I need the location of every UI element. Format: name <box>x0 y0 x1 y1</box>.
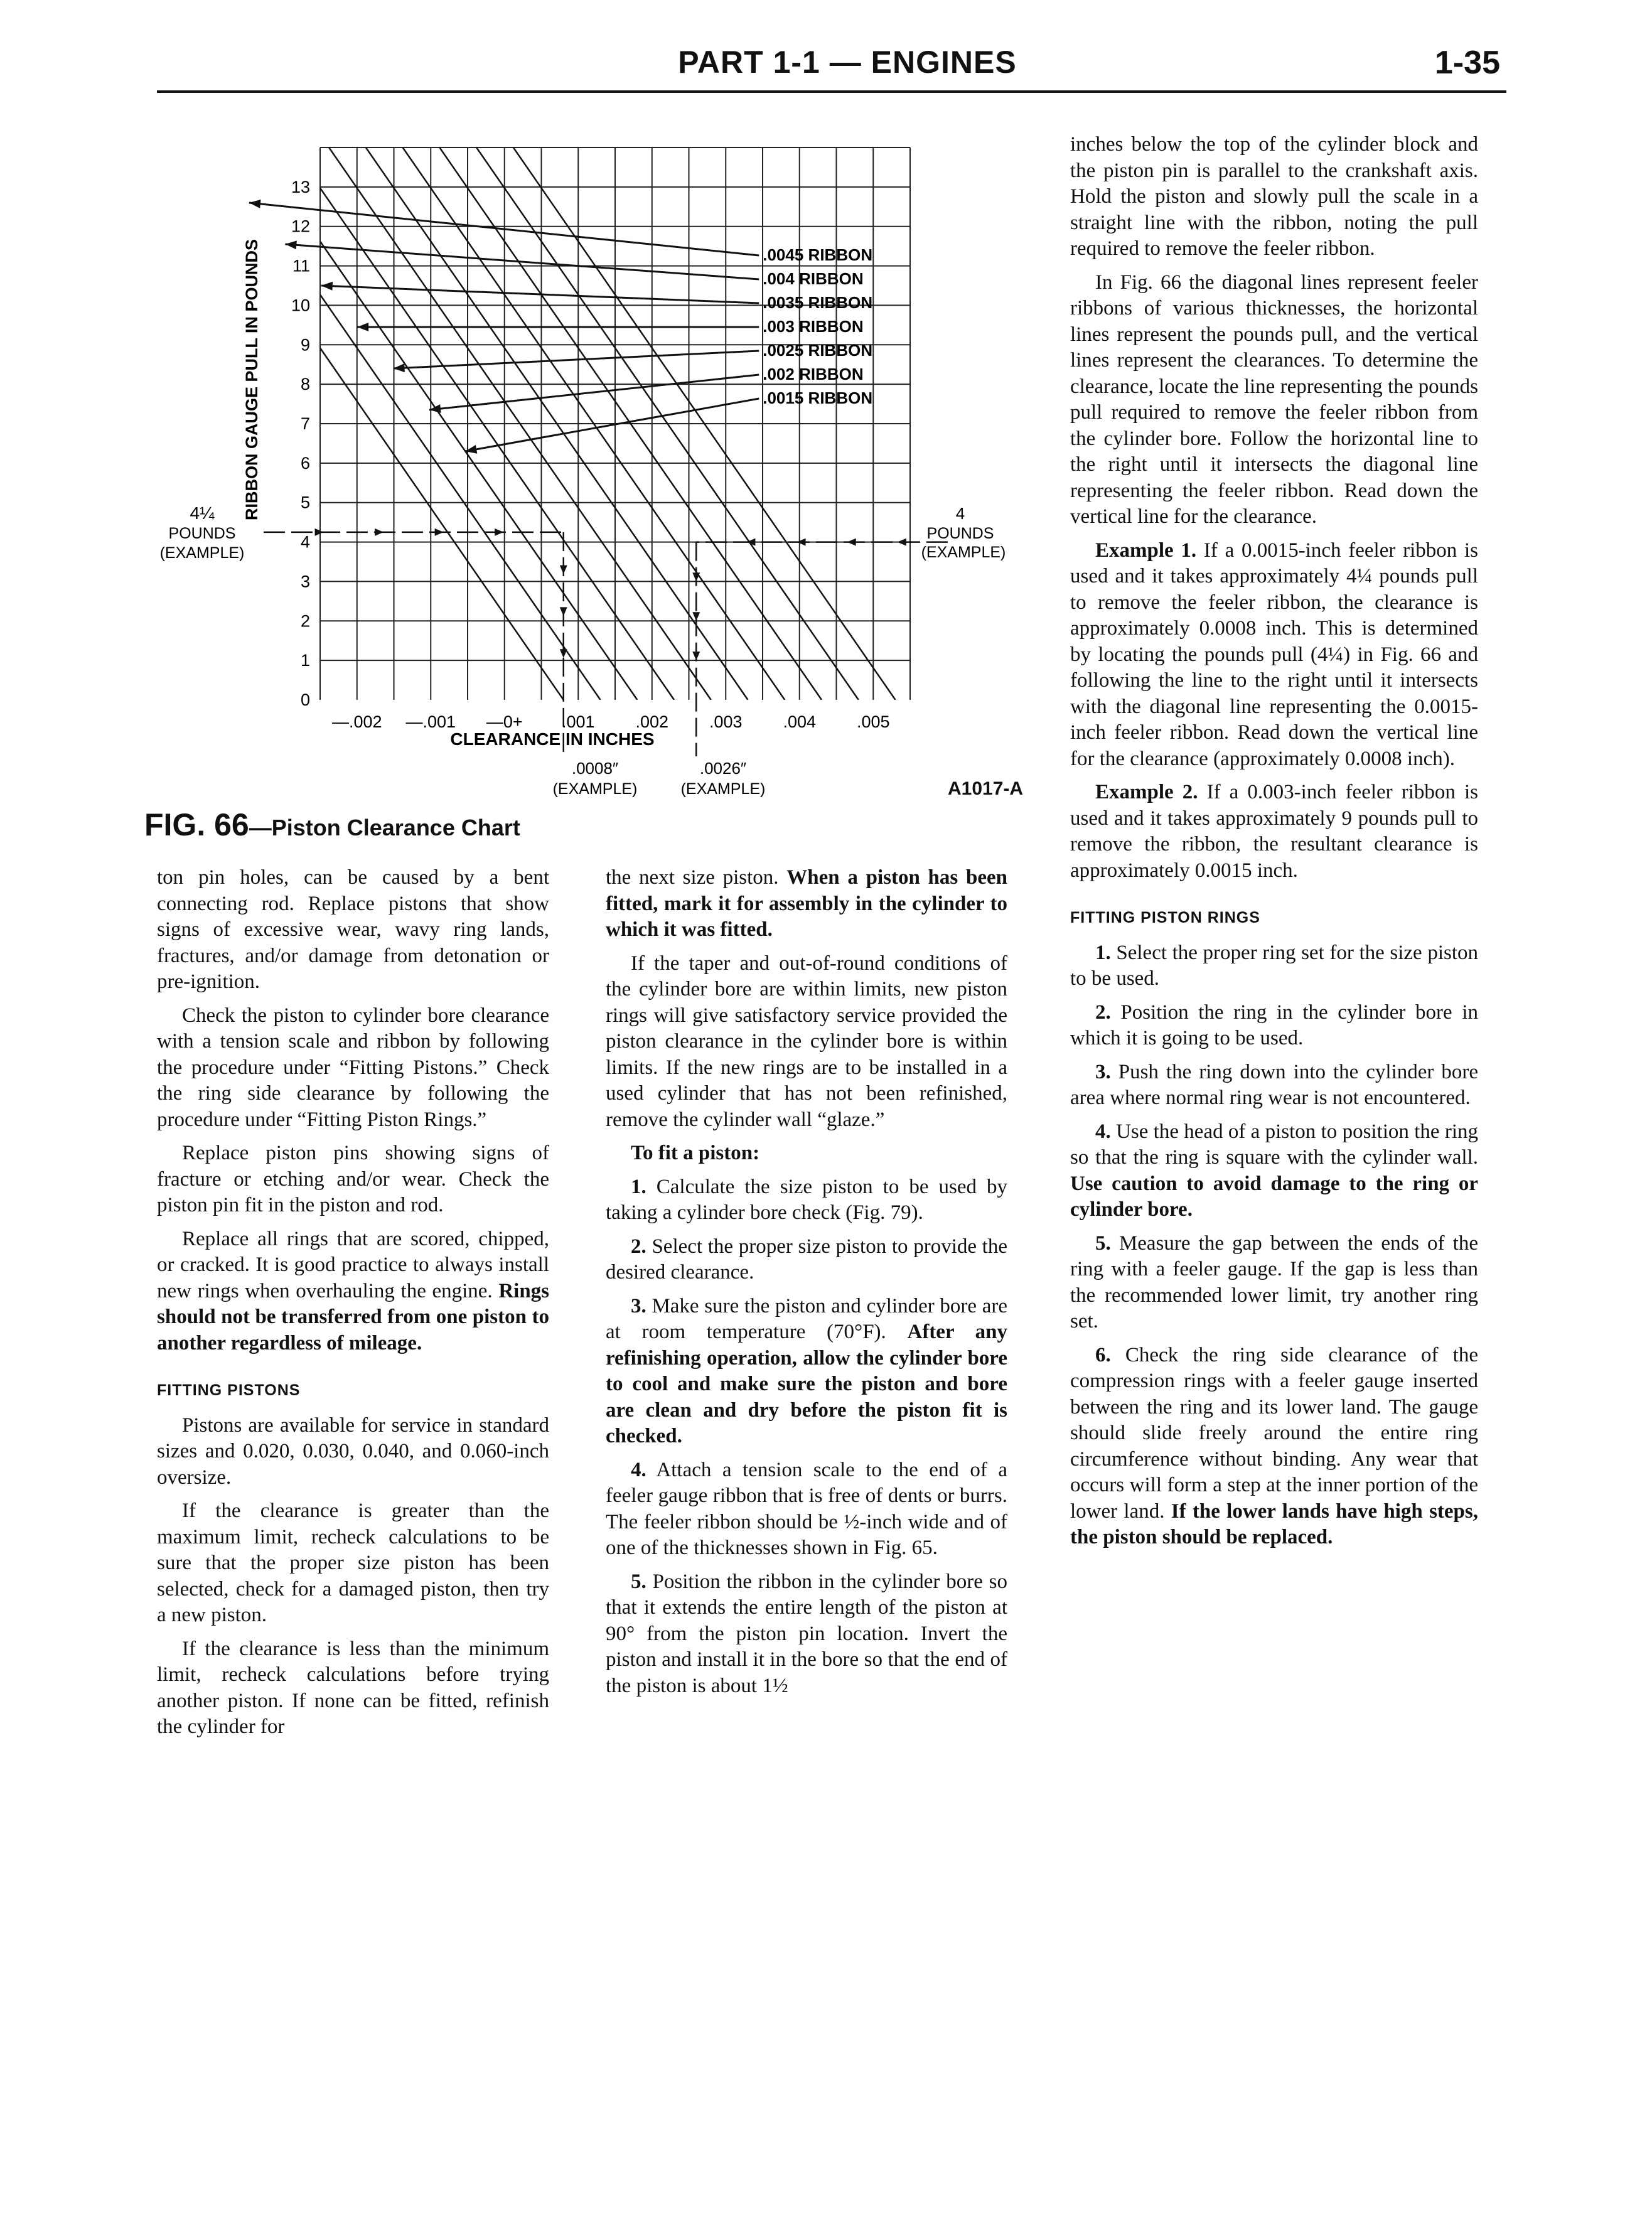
step-3 <box>1070 1059 1478 1112</box>
step-number: 6. <box>1095 1343 1111 1366</box>
step-text: Position the ribbon in the cylinder bore so that it extends the entire length of the piston at 90° from the piston pin location. Invert the piston and install it in the bore so that the end of the piston is about 1½ <box>606 1570 1007 1697</box>
left-example-note: (EXAMPLE) <box>159 544 245 562</box>
x-tick-label: .002 <box>635 712 669 731</box>
procedure-heading: To fit a piston: <box>631 1142 760 1164</box>
y-tick-label: 7 <box>300 414 310 433</box>
ribbon-label: .0045 RIBBON <box>763 245 873 264</box>
example-arrowhead <box>560 607 567 616</box>
step-number: 5. <box>631 1570 646 1593</box>
step-text: Use the head of a piston to position the ring so that the ring is square with the cylinder wall. <box>1070 1120 1478 1169</box>
y-tick-label: 12 <box>291 217 310 236</box>
step-6 <box>1070 1343 1478 1551</box>
ribbon-leader-arrowhead <box>394 363 405 372</box>
y-tick-label: 13 <box>291 177 310 196</box>
example-text: If a 0.0015-inch feeler ribbon is used and it takes approximately 4¼ pounds pull to remove the feeler ribbon, the clearance is approximately 0.0008 inch. This is determined by locating the pounds pull (4¼) in Fig. 66 and following the line to the right until it intersects with the diagonal line representing the 0.0015-inch feeler ribbon. Read down the vertical line for the clearance (approximately 0.0008 inch). <box>1070 539 1478 770</box>
page-number: 1-35 <box>1434 45 1500 81</box>
step-text: Select the proper size piston to provide the desired clearance. <box>606 1235 1007 1284</box>
warning-text: When a piston has been fitted, mark it for assembly in the cylinder to which it was fitted. <box>606 866 1007 941</box>
y-tick-label: 3 <box>300 572 310 591</box>
text-column-2 <box>606 865 1007 1707</box>
example-arrowhead <box>560 566 567 574</box>
step-1 <box>606 1174 1007 1226</box>
example-arrowhead <box>560 649 567 658</box>
x-tick-label: .005 <box>856 712 890 731</box>
example-label: Example 2. <box>1095 781 1198 803</box>
header-rule <box>157 90 1506 93</box>
ribbon-label: .0015 RIBBON <box>763 389 873 407</box>
example-arrowhead <box>495 528 503 536</box>
piston-clearance-chart <box>144 135 1036 857</box>
bottom-example-1-note: (EXAMPLE) <box>552 780 638 798</box>
x-tick-label: —0+ <box>486 712 523 731</box>
ribbon-leader-line <box>285 244 759 279</box>
paragraph: inches below the top of the cylinder block and the piston pin is parallel to the crankshaft axis. Hold the piston and slowly pull the scale in a straight line with the ribbon, noting the pull required to remove the feeler ribbon. <box>1070 133 1478 260</box>
example-1 <box>1070 538 1478 773</box>
ribbon-leader-line <box>465 399 759 451</box>
chart-labels <box>160 178 1006 798</box>
x-tick-label: .004 <box>783 712 817 731</box>
ribbon-leader-arrowhead <box>357 323 368 331</box>
example-arrowhead <box>692 612 700 621</box>
ribbon-label: .0035 RIBBON <box>763 293 873 312</box>
ribbon-label: .002 RIBBON <box>763 365 864 383</box>
page-header <box>157 44 1506 100</box>
right-example-value: 4 <box>955 504 965 523</box>
y-tick-label: 11 <box>292 256 310 276</box>
step-number: 4. <box>1095 1120 1111 1143</box>
paragraph <box>157 1226 549 1357</box>
example-arrowhead <box>898 539 906 546</box>
text-column-1 <box>157 865 549 1748</box>
example-arrowhead <box>692 572 700 581</box>
step-number: 1. <box>1095 941 1111 964</box>
left-example-value: 4¼ <box>190 503 215 523</box>
paragraph: Check the piston to cylinder bore clearance with a tension scale and ribbon by following the procedure under “Fitting Pistons.” Check the ring side clearance by following the procedure under “Fitting Piston Rings.” <box>157 1004 549 1131</box>
x-tick-label: .003 <box>709 712 743 731</box>
bottom-example-1-value: .0008″ <box>571 759 619 778</box>
example-arrowhead <box>692 652 700 660</box>
right-example-note: (EXAMPLE) <box>921 544 1006 561</box>
header-title: PART 1-1 — ENGINES <box>678 45 1017 80</box>
figure-number: FIG. 66 <box>144 807 249 842</box>
x-axis-label: CLEARANCE IN INCHES <box>450 729 655 749</box>
figure-title: —Piston Clearance Chart <box>249 815 520 840</box>
paragraph <box>606 865 1007 943</box>
ribbon-leader-arrowhead <box>321 282 333 291</box>
figure-code: A1017-A <box>948 778 1024 799</box>
left-example-unit: POUNDS <box>168 525 236 542</box>
x-tick-label: —.001 <box>405 712 456 731</box>
chart-svg <box>144 135 1036 857</box>
y-tick-label: 5 <box>300 493 310 512</box>
step-text: Select the proper ring set for the size piston to be used. <box>1070 941 1478 990</box>
ribbon-label: .003 RIBBON <box>763 317 864 336</box>
ribbon-leader-line <box>429 375 759 410</box>
warning-text: Use caution to avoid damage to the ring or cylinder bore. <box>1070 1172 1478 1221</box>
example-label: Example 1. <box>1095 539 1197 562</box>
x-tick-label: —.002 <box>331 712 382 731</box>
section-heading: FITTING PISTONS <box>157 1381 301 1399</box>
step-1 <box>1070 940 1478 992</box>
ribbon-leader-arrowhead <box>249 200 261 208</box>
step-text: Check the ring side clearance of the compression rings with a feeler gauge inserted between the ring and its lower land. The gauge should slide freely around the entire ring circumference without binding. Any wear that occurs will form a step at the inner portion of the lower land. <box>1070 1343 1479 1523</box>
step-3 <box>606 1294 1007 1450</box>
step-5 <box>606 1569 1007 1700</box>
right-example-unit: POUNDS <box>926 525 994 542</box>
step-text: Calculate the size piston to be used by taking a cylinder bore check (Fig. 79). <box>606 1175 1008 1224</box>
step-text: Position the ring in the cylinder bore in which it is going to be used. <box>1070 1000 1479 1049</box>
step-2 <box>1070 1000 1478 1052</box>
example-arrowhead <box>435 528 444 536</box>
section-heading: FITTING PISTON RINGS <box>1070 909 1260 926</box>
step-4 <box>1070 1119 1478 1223</box>
step-text: Push the ring down into the cylinder bore area where normal ring wear is not encountered. <box>1070 1060 1478 1109</box>
step-text: Attach a tension scale to the end of a feeler gauge ribbon that is free of dents or burrs. The feeler ribbon should be ½-inch wide and of one of the thicknesses shown in Fig. 65. <box>606 1458 1007 1559</box>
y-tick-label: 6 <box>300 453 310 473</box>
paragraph: If the clearance is greater than the maximum limit, recheck calculations to be sure that the proper size piston has been selected, check for a damaged piston, then try a new piston. <box>157 1499 549 1626</box>
ribbon-leader-line <box>394 351 759 368</box>
step-5 <box>1070 1231 1478 1335</box>
y-tick-label: 8 <box>300 375 310 394</box>
paragraph: Replace piston pins showing signs of fracture or etching and/or wear. Check the piston pin fit in the piston and rod. <box>157 1142 549 1216</box>
bottom-example-2-value: .0026″ <box>699 759 747 778</box>
paragraph: If the taper and out-of-round conditions of the cylinder bore are within limits, new piston rings will give satisfactory service provided the piston clearance in the cylinder bore is within limits. If the new rings are to be installed in a used cylinder that has not been refinished, remove the cylinder wall “glaze.” <box>606 952 1007 1131</box>
y-axis-label: RIBBON GAUGE PULL IN POUNDS <box>242 239 261 521</box>
example-text: If a 0.003-inch feeler ribbon is used and it takes approximately 9 pounds pull to remove the ribbon, the resultant clearance is approximately 0.0015 inch. <box>1070 781 1479 882</box>
step-text: Make sure the piston and cylinder bore are at room temperature (70°F). <box>606 1294 1008 1343</box>
step-text: Measure the gap between the ends of the ring with a feeler gauge. If the gap is less than the recommended lower limit, try another ring set. <box>1070 1231 1478 1333</box>
step-number: 3. <box>1095 1060 1111 1083</box>
y-tick-label: 1 <box>300 651 310 670</box>
ribbon-label: .004 RIBBON <box>763 269 864 288</box>
y-tick-label: 4 <box>300 532 310 552</box>
step-number: 2. <box>631 1235 646 1258</box>
warning-text: After any refinishing operation, allow the cylinder bore to cool and make sure the piston and bore are clean and dry before the piston fit is checked. <box>606 1321 1008 1447</box>
example-arrowhead <box>847 539 856 546</box>
ribbon-leader-line <box>321 286 759 303</box>
paragraph-text: the next size piston. <box>606 866 779 889</box>
paragraph: Pistons are available for service in standard sizes and 0.020, 0.030, 0.040, and 0.060-inch oversize. <box>157 1413 549 1489</box>
step-number: 3. <box>631 1294 646 1317</box>
bottom-example-2-note: (EXAMPLE) <box>680 780 766 798</box>
step-number: 2. <box>1095 1000 1111 1024</box>
paragraph-text: Replace all rings that are scored, chipped, or cracked. It is good practice to always install new rings when overhauling the engine. <box>157 1227 549 1302</box>
example-arrowhead <box>375 528 384 536</box>
step-number: 5. <box>1095 1231 1111 1255</box>
ribbon-label: .0025 RIBBON <box>763 341 873 360</box>
y-tick-label: 9 <box>300 335 310 355</box>
x-tick-label: .001 <box>561 712 595 731</box>
warning-text: If the lower lands have high steps, the piston should be replaced. <box>1070 1499 1478 1548</box>
figure-caption <box>144 807 520 843</box>
step-4 <box>606 1457 1007 1562</box>
y-tick-label: 10 <box>291 296 310 315</box>
example-arrowhead <box>315 528 324 536</box>
warning-text: Rings should not be transferred from one piston to another regardless of mileage. <box>157 1279 550 1354</box>
y-tick-label: 2 <box>300 611 310 631</box>
paragraph: If the clearance is less than the minimum limit, recheck calculations before trying another piston. If none can be fitted, refinish the cylinder for <box>157 1637 549 1738</box>
paragraph: ton pin holes, can be caused by a bent connecting rod. Replace pistons that show signs of excessive wear, wavy ring lands, fractures, and/or damage from detonation or pre-ignition. <box>157 866 549 993</box>
paragraph: In Fig. 66 the diagonal lines represent feeler ribbons of various thicknesses, the horizontal lines represent the pounds pull, and the vertical lines represent the clearances. To determine the clearance, locate the line representing the pounds pull required to remove the feeler ribbon from the cylinder bore. Follow the horizontal line to the right until it intersects the diagonal line representing the feeler ribbon. Read down the vertical line for the clearance. <box>1070 271 1478 528</box>
text-column-3 <box>1070 132 1478 1558</box>
y-tick-label: 0 <box>300 690 310 709</box>
step-number: 4. <box>631 1458 646 1481</box>
step-2 <box>606 1234 1007 1286</box>
step-number: 1. <box>631 1175 646 1198</box>
example-arrowhead <box>797 539 806 546</box>
example-2 <box>1070 780 1478 884</box>
